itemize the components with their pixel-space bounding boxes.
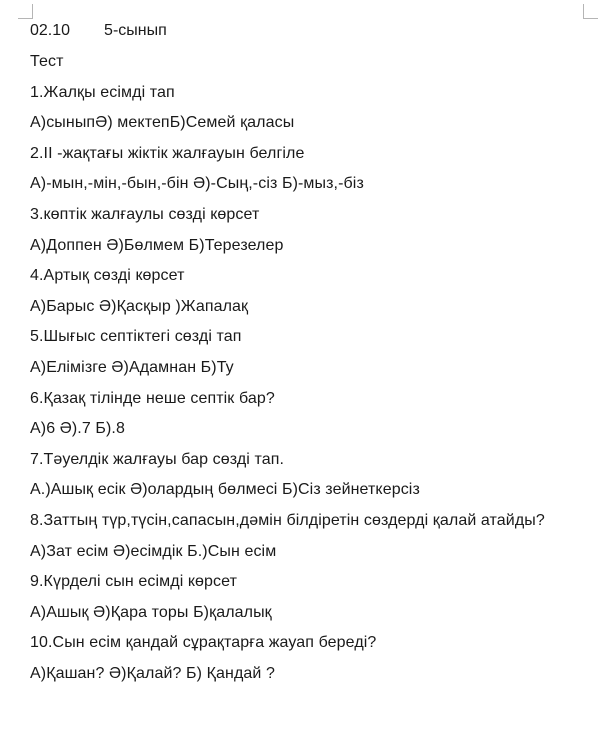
question-10-text: 10.Сын есім қандай сұрақтарға жауап береді? [30, 634, 377, 652]
question-7-text: 7.Тәуелдік жалғауы бар сөзді тап. [30, 450, 285, 468]
header-date: 02.10 [30, 22, 71, 39]
crop-mark-top-left [18, 4, 33, 19]
question-10-options: А)Қашан? Ә)Қалай? Б) Қандай ? [30, 664, 275, 682]
crop-mark-top-right [583, 4, 598, 19]
test-title: Тест [30, 53, 64, 70]
question-5-text: 5.Шығыс септіктегі сөзді тап [30, 328, 242, 346]
question-3-options: А)Доппен Ә)Бөлмем Б)Терезелер [30, 236, 284, 254]
question-4-text: 4.Артық сөзді көрсет [30, 267, 185, 285]
question-4-options: А)Барыс Ә)Қасқыр )Жапалақ [30, 297, 249, 315]
question-9-options: А)Ашық Ә)Қара торы Б)қалалық [30, 603, 272, 621]
question-7-options: А.)Ашық есік Ә)олардың бөлмесі Б)Сіз зейнеткерсіз [30, 481, 420, 499]
question-9-text: 9.Күрделі сын есімді көрсет [30, 573, 237, 591]
question-5-options: А)Елімізге Ә)Адамнан Б)Ту [30, 358, 234, 376]
question-6-text: 6.Қазақ тілінде неше септік бар? [30, 389, 275, 407]
question-6-options: А)6 Ә).7 Б).8 [30, 420, 125, 438]
question-8-text: 8.Заттың түр,түсін,сапасын,дәмін білдіретін сөздерді қалай атайды? [30, 511, 545, 529]
question-8-options: А)Зат есім Ә)есімдік Б.)Сын есім [30, 542, 277, 560]
test-content [30, 51, 545, 693]
question-2-text: 2.II -жақтағы жіктік жалғауын белгіле [30, 144, 305, 162]
question-3-text: 3.көптік жалғаулы сөзді көрсет [30, 205, 260, 223]
document-header [30, 20, 167, 42]
header-grade: 5-сынып [104, 22, 167, 39]
question-1-options: А)сыныпӘ) мектепБ)Семей қаласы [30, 114, 295, 132]
question-2-options: А)-мын,-мін,-бын,-бін Ә)-Сың,-сіз Б)-мыз,-біз [30, 175, 364, 193]
question-1-text: 1.Жалқы есімді тап [30, 83, 175, 101]
